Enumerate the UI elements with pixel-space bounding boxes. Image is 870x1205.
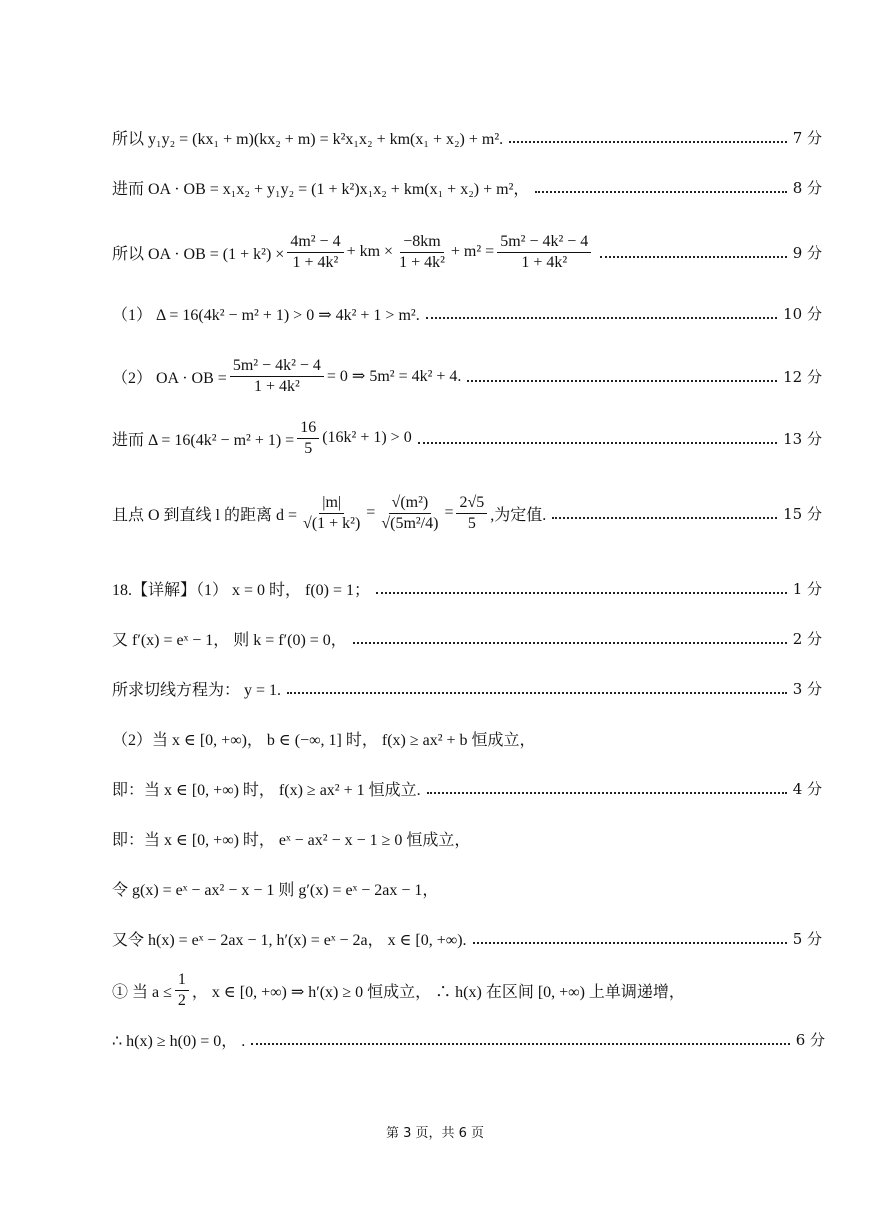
- math-expression-prefix: 所以 OA · OB = (1 + k²) ×: [112, 245, 285, 263]
- dot-leader: [418, 442, 777, 444]
- score-label: 4 分: [792, 779, 822, 798]
- fraction-numerator: 1: [175, 971, 189, 991]
- solution-line-2: [112, 170, 822, 204]
- solution-line-14: [112, 871, 822, 905]
- math-expression-suffix: (16k² + 1) > 0: [322, 429, 412, 446]
- dot-leader: [376, 592, 787, 594]
- fraction: [287, 233, 343, 271]
- math-expression: ∴ h(x) ≥ h(0) = 0， .: [112, 1032, 246, 1050]
- solution-line-5: [112, 352, 822, 400]
- fraction-denominator: 5: [467, 514, 476, 532]
- score-label: 7 分: [792, 128, 822, 147]
- fraction-denominator: √(5m²/4): [381, 514, 439, 532]
- fraction-numerator: 5m² − 4k² − 4: [230, 357, 324, 377]
- math-expression-prefix: ① 当 a ≤: [112, 983, 172, 1001]
- fraction-numerator: −8km: [400, 233, 443, 253]
- dot-leader: [467, 380, 777, 382]
- math-expression: 令 g(x) = eˣ − ax² − x − 1 则 g′(x) = eˣ − 2ax − 1，: [112, 881, 439, 899]
- fraction-denominator: 1 + 4k²: [292, 253, 339, 271]
- math-expression: （2）当 x ∈ [0, +∞)， b ∈ (−∞, 1] 时， f(x) ≥ ax² + b 恒成立，: [112, 731, 536, 749]
- fraction-numerator: √(m²): [389, 494, 432, 514]
- math-expression-prefix: 进而 Δ = 16(4k² − m² + 1) =: [112, 431, 295, 449]
- score-label: 1 分: [792, 579, 822, 598]
- math-expression-middle: =: [366, 504, 376, 521]
- solution-line-1: [112, 120, 822, 154]
- fraction: [297, 419, 319, 457]
- fraction-denominator: 5: [304, 439, 313, 457]
- score-label: 10 分: [783, 304, 822, 323]
- score-label: 13 分: [783, 429, 822, 448]
- score-label: 12 分: [783, 367, 822, 386]
- solution-line-11: [112, 721, 822, 755]
- solution-line-9: [112, 621, 822, 655]
- math-expression-suffix: = 0 ⇒ 5m² = 4k² + 4.: [326, 368, 462, 385]
- dot-leader: [426, 317, 777, 319]
- math-expression: 又 f′(x) = eˣ − 1， 则 k = f′(0) = 0，: [112, 631, 347, 649]
- score-label: 9 分: [792, 243, 822, 262]
- fraction-numerator: 4m² − 4: [287, 233, 343, 253]
- math-expression-middle: =: [444, 504, 454, 521]
- fraction: [378, 494, 441, 532]
- solution-line-16: [112, 966, 822, 1014]
- dot-leader: [473, 942, 787, 944]
- solution-line-8: [112, 571, 822, 605]
- fraction: [497, 233, 591, 271]
- math-expression-suffix: ， x ∈ [0, +∞) ⇒ h′(x) ≥ 0 恒成立， ∴ h(x) 在区间 [0, +∞) 上单调递增，: [191, 983, 685, 1001]
- solution-line-6: [112, 414, 822, 462]
- fraction-denominator: √(1 + k²): [303, 514, 361, 532]
- page-footer: 第 3 页，共 6 页: [385, 1126, 485, 1141]
- fraction: [175, 971, 189, 1009]
- fraction-numerator: |m|: [319, 494, 344, 514]
- solution-line-3: [112, 228, 822, 276]
- math-expression: 所求切线方程为： y = 1.: [112, 681, 282, 699]
- fraction: [456, 494, 487, 532]
- dot-leader: [287, 692, 787, 694]
- dot-leader: [427, 792, 787, 794]
- math-expression-prefix: 且点 O 到直线 l 的距离 d =: [112, 506, 298, 524]
- dot-leader: [251, 1043, 789, 1045]
- fraction-numerator: 5m² − 4k² − 4: [497, 233, 591, 253]
- score-label: 8 分: [792, 178, 822, 197]
- solution-line-12: [112, 771, 822, 805]
- math-expression-suffix: ,为定值.: [490, 506, 547, 524]
- score-label: 3 分: [792, 679, 822, 698]
- math-expression: 18.【详解】（1） x = 0 时， f(0) = 1；: [112, 581, 371, 599]
- score-label: 15 分: [783, 504, 822, 523]
- score-label: 2 分: [792, 629, 822, 648]
- solution-line-13: [112, 821, 822, 855]
- math-expression-prefix: （2） OA · OB =: [112, 369, 227, 387]
- fraction-denominator: 2: [177, 991, 186, 1009]
- solution-line-10: [112, 671, 822, 705]
- score-label: 5 分: [792, 929, 822, 948]
- math-expression: 进而 OA · OB = x₁x₂ + y₁y₂ = (1 + k²)x₁x₂ + km(x₁ + x₂) + m²，: [112, 180, 530, 198]
- solution-line-15: [112, 921, 822, 955]
- fraction-numerator: 2√5: [456, 494, 487, 514]
- fraction: [300, 494, 363, 532]
- solution-line-4: [112, 296, 822, 330]
- dot-leader: [552, 517, 777, 519]
- dot-leader: [509, 141, 787, 143]
- fraction-denominator: 1 + 4k²: [521, 253, 568, 271]
- math-expression: 即：当 x ∈ [0, +∞) 时， f(x) ≥ ax² + 1 恒成立.: [112, 781, 421, 799]
- math-expression: 即：当 x ∈ [0, +∞) 时， eˣ − ax² − x − 1 ≥ 0 恒成立，: [112, 831, 471, 849]
- fraction-denominator: 1 + 4k²: [399, 253, 445, 271]
- fraction-numerator: 16: [297, 419, 319, 439]
- math-expression: 又令 h(x) = eˣ − 2ax − 1, h′(x) = eˣ − 2a， x ∈ [0, +∞).: [112, 931, 467, 949]
- solution-line-7: [112, 478, 822, 548]
- score-label: 6 分: [795, 1030, 825, 1049]
- fraction: [396, 233, 448, 271]
- solution-line-17: [112, 1022, 825, 1056]
- fraction-denominator: 1 + 4k²: [253, 377, 300, 395]
- dot-leader: [600, 256, 786, 258]
- math-expression: （1） Δ = 16(4k² − m² + 1) > 0 ⇒ 4k² + 1 > m².: [112, 306, 420, 324]
- math-expression-middle: + km ×: [346, 243, 394, 260]
- math-expression: 所以 y₁y₂ = (kx₁ + m)(kx₂ + m) = k²x₁x₂ + km(x₁ + x₂) + m².: [112, 130, 504, 148]
- fraction: [230, 357, 324, 395]
- math-expression-middle: + m² =: [450, 243, 495, 260]
- dot-leader: [353, 642, 787, 644]
- dot-leader: [535, 191, 786, 193]
